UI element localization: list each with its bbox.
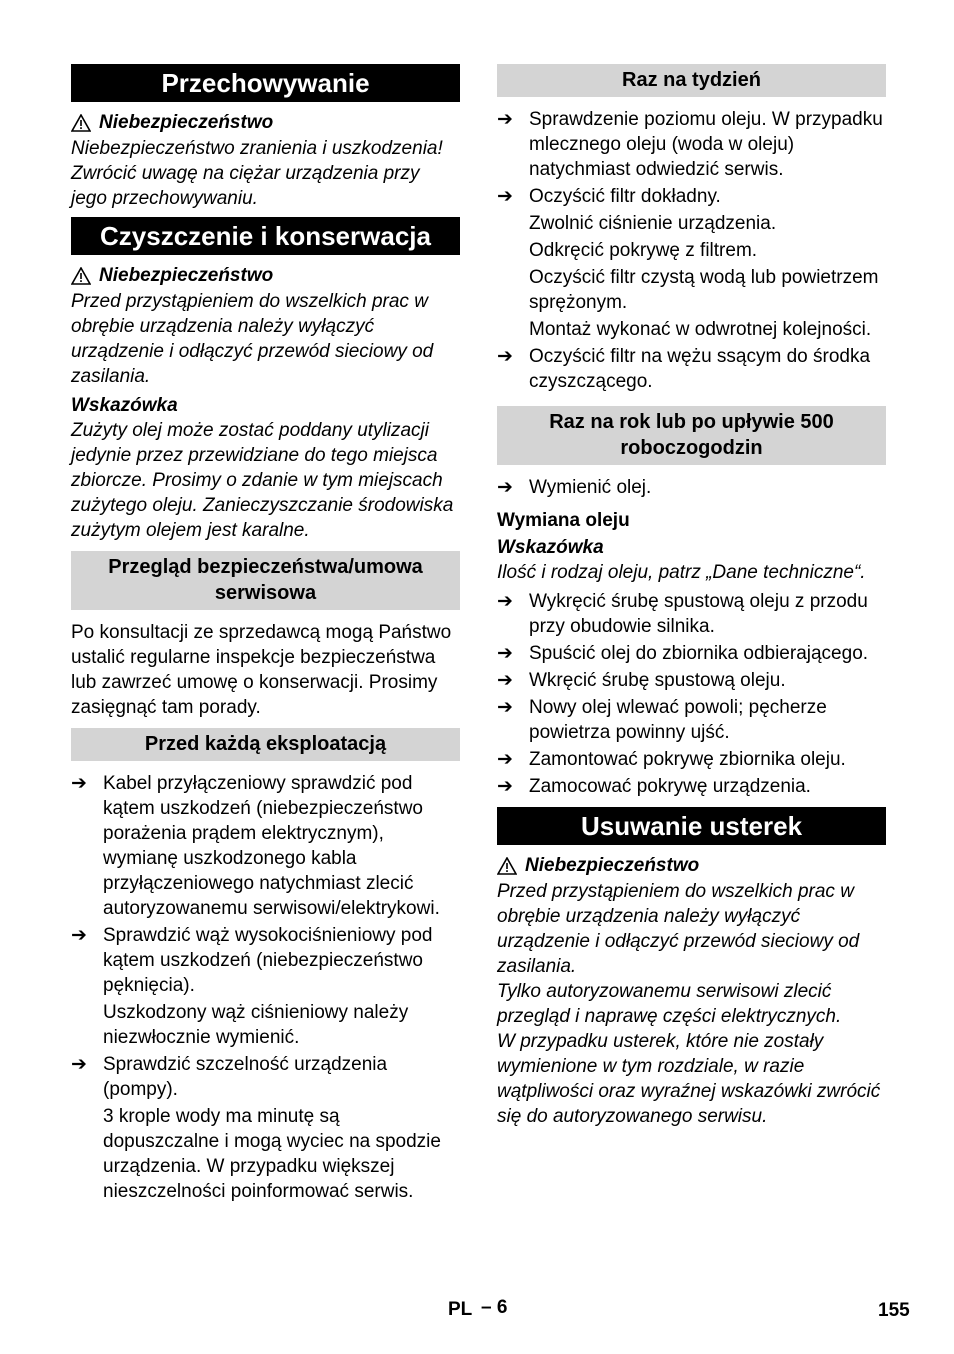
list-item: Zwolnić ciśnienie urządzenia. (529, 213, 777, 234)
list-item: ➔ Spuścić olej do zbiornika odbierającego. (497, 641, 886, 666)
section-title-before-use: Przed każdą eksploatacją (71, 728, 460, 761)
weekly-steps (497, 107, 886, 394)
note-heading: Wskazówka (71, 395, 178, 416)
danger-heading (497, 853, 886, 878)
list-item: ➔ Zamocować pokrywę urządzenia. (497, 774, 886, 799)
warning-triangle-icon (71, 267, 91, 285)
section-title-weekly: Raz na tydzień (497, 64, 886, 97)
list-item: ➔ Zamontować pokrywę zbiornika oleju. (497, 747, 886, 772)
warning-triangle-icon (497, 857, 517, 875)
oil-change-heading: Wymiana oleju (497, 510, 630, 531)
oil-change-steps (497, 589, 886, 799)
troubleshooting-text: W przypadku usterek, które nie zostały wymienione w tym rozdziale, w razie wątpliwości oraz wyraźnej wskazówki zwrócić się do autoryzowanego serwisu. (497, 1031, 881, 1127)
left-column (71, 64, 460, 1206)
list-item: Odkręcić pokrywę z filtrem. (529, 240, 758, 261)
note-text: Ilość i rodzaj oleju, patrz „Dane techniczne“. (497, 562, 866, 583)
danger-label: Niebezpieczeństwo (99, 112, 274, 133)
footer-page-number: 155 (878, 1300, 910, 1321)
danger-heading (71, 263, 460, 288)
footer-section-page: – 6 (481, 1297, 508, 1318)
list-item: Oczyścić filtr czystą wodą lub powietrzem sprężonym. (529, 267, 879, 313)
list-item: ➔ Nowy olej wlewać powoli; pęcherze powietrza powinny ujść. (497, 695, 886, 745)
section-title-storage: Przechowywanie (71, 64, 460, 102)
safety-text: Po konsultacji ze sprzedawcą mogą Państwo ustalić regularne inspekcje bezpieczeństwa lub zawrzeć umowę o konserwacji. Prosimy zasięgnąć tam porady. (71, 622, 452, 718)
danger-label: Niebezpieczeństwo (99, 265, 274, 286)
note-text: Zużyty olej może zostać poddany utylizacji jedynie przez przewidziane do tego miejsca zbiorcze. Prosimy o zdanie w tym miejscach zużytego oleju. Zanieczyszczanie środowiska zużytym olejem jest karalne. (71, 420, 454, 541)
list-item: Uszkodzony wąż ciśnieniowy należy niezwłocznie wymienić. (103, 1002, 409, 1048)
danger-text: Niebezpieczeństwo zranienia i uszkodzenia! Zwrócić uwagę na ciężar urządzenia przy jego przechowywaniu. (71, 138, 443, 209)
section-title-safety: Przegląd bezpieczeństwa/umowa serwisowa (71, 551, 460, 610)
list-item: ➔ Oczyścić filtr na wężu ssącym do środka czyszczącego. (497, 344, 886, 394)
list-item: 3 krople wody ma minutę są dopuszczalne i mogą wyciec na spodzie urządzenia. W przypadku większej nieszczelności poinformować serwis. (103, 1106, 441, 1202)
section-title-troubleshooting: Usuwanie usterek (497, 807, 886, 845)
troubleshooting-text: Tylko autoryzowanemu serwisowi zlecić przegląd i naprawę części elektrycznych. (497, 981, 842, 1027)
list-item: ➔ Kabel przyłączeniowy sprawdzić pod kątem uszkodzeń (niebezpieczeństwo porażenia prądem elektrycznym), wymianę uszkodzonego kabla przyłączeniowego natychmiast zlecić autoryzowanemu serwisowi/elektrykowi. (71, 771, 460, 921)
section-title-yearly: Raz na rok lub po upływie 500 roboczogodzin (497, 406, 886, 465)
section-title-cleaning: Czyszczenie i konserwacja (71, 217, 460, 255)
right-column (497, 64, 886, 1133)
danger-heading (71, 110, 460, 135)
list-item: ➔ Wkręcić śrubę spustową oleju. (497, 668, 886, 693)
note-heading: Wskazówka (497, 537, 604, 558)
danger-text: Przed przystąpieniem do wszelkich prac w obrębie urządzenia należy wyłączyć urządzenie i odłączyć przewód sieciowy od zasilania. (71, 291, 434, 387)
list-item: ➔ Wymienić olej. (497, 475, 886, 500)
footer-language: PL (448, 1299, 473, 1320)
list-item: ➔ Sprawdzenie poziomu oleju. W przypadku mlecznego oleju (woda w oleju) natychmiast odwiedzić serwis. (497, 107, 886, 182)
list-item: ➔ Sprawdzić szczelność urządzenia (pompy). (71, 1052, 460, 1102)
before-use-steps (71, 771, 460, 1204)
danger-label: Niebezpieczeństwo (525, 855, 700, 876)
warning-triangle-icon (71, 114, 91, 132)
list-item: ➔ Oczyścić filtr dokładny. (497, 184, 886, 209)
list-item: Montaż wykonać w odwrotnej kolejności. (529, 319, 872, 340)
list-item: ➔ Sprawdzić wąż wysokociśnieniowy pod kątem uszkodzeń (niebezpieczeństwo pęknięcia). (71, 923, 460, 998)
danger-text: Przed przystąpieniem do wszelkich prac w obrębie urządzenia należy wyłączyć urządzenie i odłączyć przewód sieciowy od zasilania. (497, 881, 860, 977)
list-item: ➔ Wykręcić śrubę spustową oleju z przodu przy obudowie silnika. (497, 589, 886, 639)
